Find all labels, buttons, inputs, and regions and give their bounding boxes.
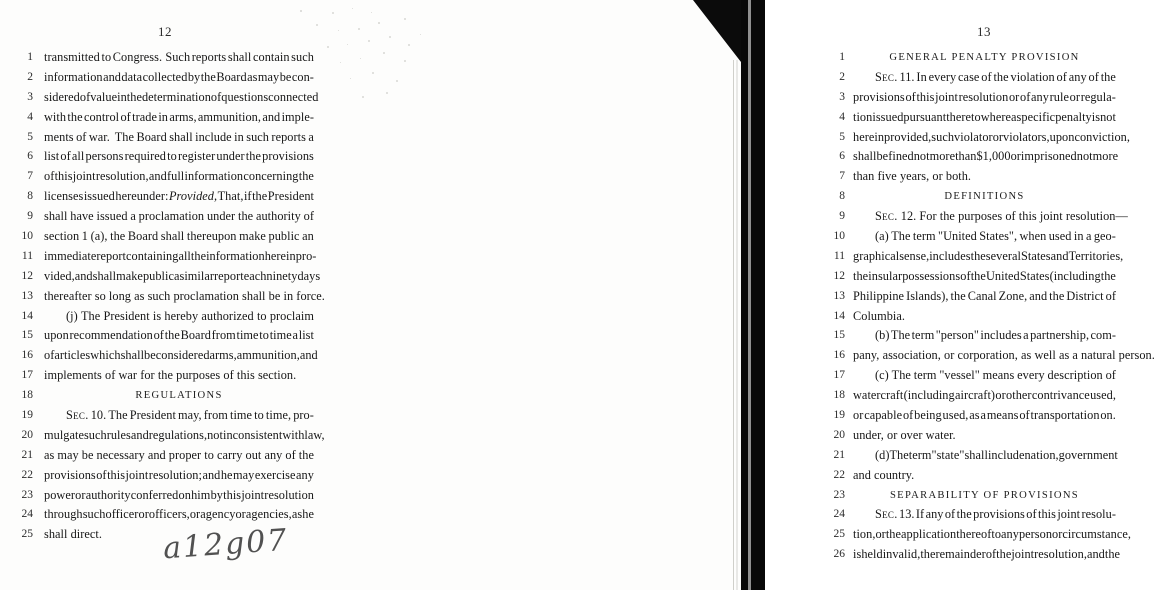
text-line [14,446,314,466]
line-number: 26 [833,548,845,561]
left-page-lines [14,48,325,545]
binding-highlight [748,0,751,590]
line-number: 18 [833,389,845,402]
text-line [14,147,314,167]
body-text: and country. [853,467,915,482]
line-number: 23 [833,488,845,501]
text-line [826,88,1116,108]
line-number: 14 [833,309,845,322]
page-number-right: 13 [977,24,991,39]
body-text: as may be necessary and proper to carry out any of the [44,447,314,462]
text-line [826,426,1116,446]
body-text: under, or over water. [853,427,956,442]
body-text: with the control of trade in arms, ammunition, and imple- [44,109,314,124]
line-number: 13 [833,289,845,302]
body-text: Columbia. [853,308,906,323]
text-line [826,167,1116,187]
body-text: immediate report containing all the information herein pro- [44,248,317,263]
text-line [826,386,1116,406]
body-text: than five years, or both. [853,169,972,184]
text-line [14,207,314,227]
line-number: 3 [839,90,845,103]
text-line [14,426,325,446]
body-text: (c) The term "vessel" means every description of [875,368,1116,383]
body-text: of this joint resolution, and full information concerning the [44,169,314,184]
section-heading: SEPARABILITY OF PROVISIONS [889,489,1079,501]
body-text: shall be fined not more than $1,000 or imprisoned not more [853,149,1119,164]
line-number: 19 [21,409,33,422]
text-line [14,187,314,207]
text-line [826,207,1128,227]
binding-shadow [741,0,765,590]
page-number-left: 12 [158,24,172,39]
body-text: (a) The term "United States", when used in a geo- [875,229,1116,244]
body-text: of articles which shall be considered arms, ammunition, and [44,348,318,363]
line-number: 7 [27,170,33,183]
text-line [826,346,1155,366]
line-number: 17 [21,369,33,382]
right-page-lines [826,48,1155,565]
line-number: 16 [833,349,845,362]
line-number: 2 [27,70,33,83]
text-line [14,366,314,386]
text-line [14,167,314,187]
text-line [826,545,1121,565]
line-number: 5 [27,130,33,143]
line-number: 9 [839,210,845,223]
line-number: 4 [839,110,845,123]
left-page [0,0,382,590]
body-text: the insular possessions of the United States (including the [853,268,1116,283]
scan-speck [372,72,374,74]
scan-speck [404,60,406,62]
scan-speck [300,10,302,12]
line-number: 8 [839,190,845,203]
text-line [826,147,1119,167]
text-line [826,505,1116,525]
body-text: licenses issued hereunder: Provided, That, if the President [44,189,314,204]
body-text: power or authority conferred on him by this joint resolution [44,487,314,502]
body-text: transmitted to Congress. Such reports shall contain such [44,50,314,64]
line-number: 22 [833,468,845,481]
text-line [14,505,314,525]
text-line [826,267,1116,287]
body-text: or capable of being used, as a means of transportation on. [853,408,1116,423]
line-number: 5 [839,130,845,143]
body-text: sidered of value in the determination of questions connected [44,89,319,104]
body-text: tion issued pursuant thereto where a specific penalty is not [853,109,1116,124]
body-text: Sec. 10. The President may, from time to time, pro- [66,408,314,423]
line-number: 21 [21,448,33,461]
text-line [826,446,1116,466]
text-line [14,307,314,327]
line-number: 18 [21,389,33,402]
line-number: 14 [21,309,33,322]
line-number: 7 [839,170,845,183]
body-text: information and data collected by the Board as may be con- [44,69,314,84]
line-number: 6 [27,150,33,163]
text-line [826,227,1116,247]
line-number: 23 [21,488,33,501]
text-line [826,486,1116,506]
text-line [826,366,1116,386]
text-line [826,466,1116,486]
line-number: 12 [21,269,33,282]
text-line [826,48,1116,68]
line-number: 8 [27,190,33,203]
scan-speck [378,22,380,24]
line-number: 21 [833,448,845,461]
section-heading: REGULATIONS [135,390,223,402]
text-line [826,287,1116,307]
page-edge-line [733,60,734,590]
body-text: mulgate such rules and regulations, not inconsistent with law, [44,427,325,442]
body-text: section 1 (a), the Board shall thereupon make public an [44,229,314,244]
body-text: (j) The President is hereby authorized to proclaim [66,308,314,323]
scan-speck [358,28,360,30]
text-line [14,68,314,88]
section-heading: DEFINITIONS [944,191,1025,203]
text-line [14,48,314,68]
body-text: Sec. 11. In every case of the violation of any of the [875,69,1116,84]
text-line [14,466,314,486]
body-text: shall direct. [44,527,103,542]
line-number: 3 [27,90,33,103]
line-number: 15 [21,329,33,342]
scan-speck [371,12,372,13]
body-text: provisions of this joint resolution or of any rule or regula- [853,89,1116,104]
body-text: provisions of this joint resolution; and he may exercise any [44,467,314,482]
text-line [826,68,1116,88]
body-text: graphical sense, includes the several States and Territories, [853,248,1124,263]
line-number: 25 [833,528,845,541]
text-line [14,486,314,506]
page-edge-shade [736,60,738,590]
body-text: pany, association, or corporation, as well as a natural person. [853,348,1155,363]
text-line [826,247,1124,267]
line-number: 19 [833,409,845,422]
line-number: 4 [27,110,33,123]
line-number: 24 [21,508,33,521]
text-line [14,88,319,108]
body-text: (d) The term "state" shall include nation, government [875,447,1118,462]
text-line [826,108,1116,128]
scan-speck [340,62,341,63]
text-line [826,326,1116,346]
body-text: vided, and shall make public a similar report each ninety days [44,268,321,283]
text-line [14,287,325,307]
line-number: 13 [21,289,33,302]
body-text: herein provided, such violator or violators, upon conviction, [853,129,1130,144]
line-number: 11 [21,249,33,262]
line-number: 22 [21,468,33,481]
text-line [14,326,314,346]
line-number: 11 [833,249,845,262]
text-line [826,406,1116,426]
text-line [14,108,314,128]
body-text: (b) The term "person" includes a partnership, com- [875,328,1116,343]
section-heading: GENERAL PENALTY PROVISION [889,52,1080,63]
line-number: 1 [839,51,845,63]
line-number: 10 [833,230,845,243]
body-text: thereafter so long as such proclamation shall be in force. [44,288,325,303]
line-number: 24 [833,508,845,521]
text-line [14,267,321,287]
line-number: 10 [21,230,33,243]
body-text: Sec. 13. If any of the provisions of this joint resolu- [875,507,1116,522]
line-number: 20 [833,428,845,441]
body-text: watercraft (including aircraft) or other contrivance used, [853,388,1116,403]
text-line [826,525,1131,545]
line-number: 2 [839,70,845,83]
text-line [14,128,314,148]
body-text: through such officer or officers, or agency or agencies, as he [44,507,314,522]
text-line [826,307,1116,327]
body-text: Philippine Islands), the Canal Zone, and the District of [853,288,1116,303]
body-text: is held invalid, the remainder of the joint resolution, and the [853,547,1121,562]
body-text: list of all persons required to register under the provisions [44,149,314,164]
text-line [14,247,317,267]
text-line [14,386,314,406]
line-number: 25 [21,528,33,541]
line-number: 1 [27,51,33,63]
text-line [14,346,318,366]
line-number: 20 [21,428,33,441]
scan-speck [404,18,406,20]
text-line [826,128,1130,148]
text-line [14,406,314,426]
scan-speck [408,44,410,46]
text-line [14,227,314,247]
body-text: ments of war. The Board shall include in such reports a [44,129,314,144]
body-text: implements of war for the purposes of this section. [44,368,297,383]
line-number: 15 [833,329,845,342]
handwritten-annotation: a12g07 [161,522,290,567]
scan-speck [383,52,385,54]
line-number: 9 [27,210,33,223]
body-text: shall have issued a proclamation under the authority of [44,209,314,224]
line-number: 17 [833,369,845,382]
scan-speck [350,78,351,79]
right-page [383,0,1155,590]
body-text: tion, or the application thereof to any person or circumstance, [853,527,1131,542]
line-number: 12 [833,269,845,282]
body-text: upon recommendation of the Board from time to time a list [44,328,314,343]
line-number: 6 [839,150,845,163]
line-number: 16 [21,349,33,362]
body-text: Sec. 12. For the purposes of this joint resolution— [875,209,1128,224]
text-line [826,187,1116,207]
